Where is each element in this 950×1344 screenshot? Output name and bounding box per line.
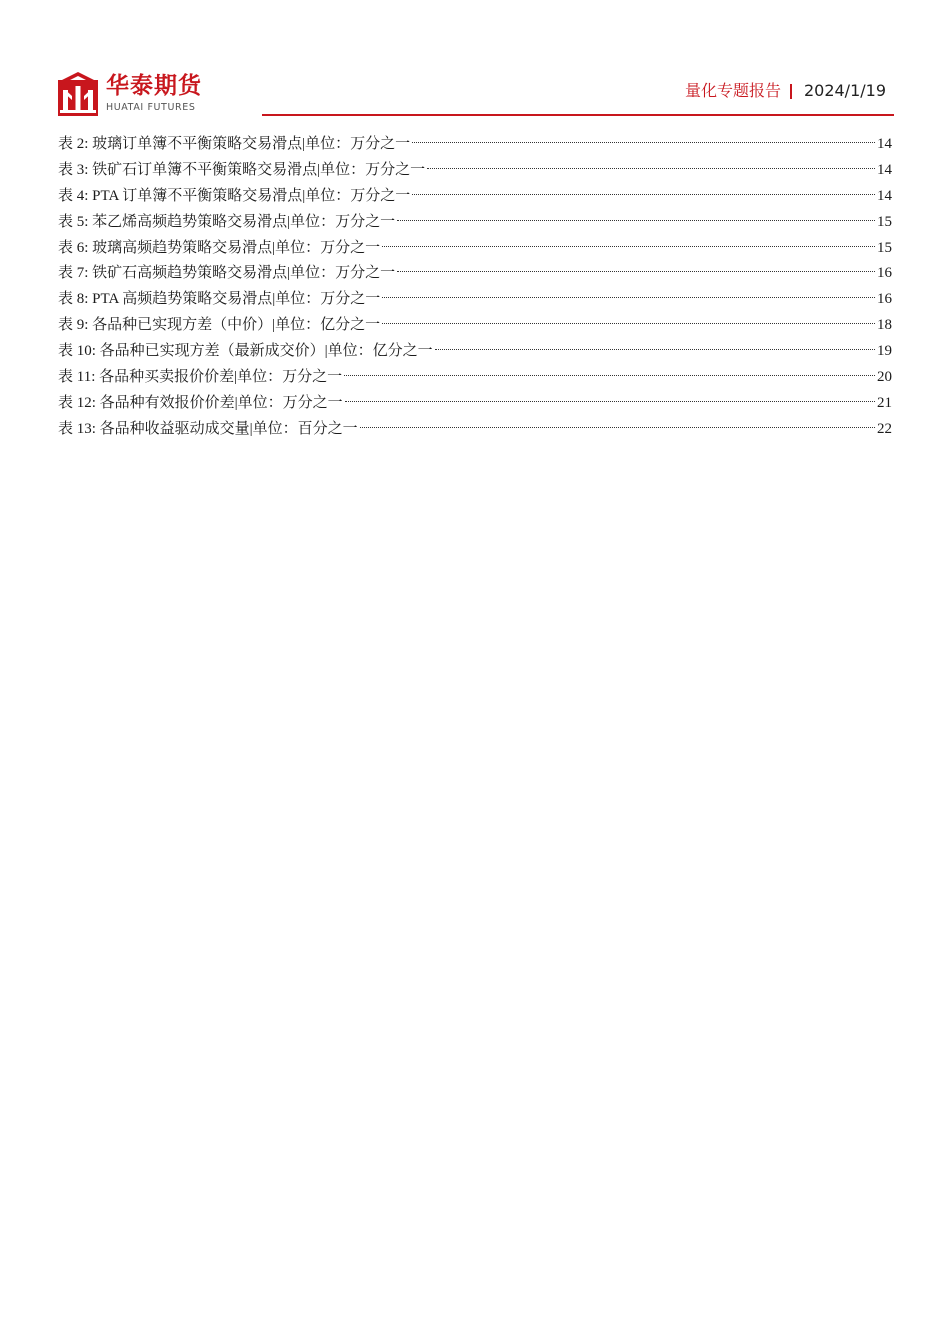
- company-name-en: HUATAI FUTURES: [106, 102, 196, 113]
- report-meta: [685, 80, 886, 102]
- toc-entry[interactable]: [58, 391, 892, 417]
- logo-text: [106, 72, 202, 114]
- toc-entry[interactable]: [58, 261, 892, 287]
- toc-entry-page-number[interactable]: 14: [877, 136, 892, 152]
- toc-dot-leader: [345, 401, 875, 402]
- toc-dot-leader: [427, 168, 875, 169]
- report-date: 2024/1/19: [803, 81, 886, 100]
- header-separator: [790, 84, 792, 99]
- toc-entry[interactable]: [58, 365, 892, 391]
- toc-entry[interactable]: [58, 313, 892, 339]
- toc-dot-leader: [397, 271, 875, 272]
- toc-dot-leader: [344, 375, 875, 376]
- toc-entry-page-number[interactable]: 18: [877, 317, 892, 334]
- toc-entry[interactable]: [58, 184, 892, 210]
- toc-entry-page-number[interactable]: 19: [877, 343, 892, 360]
- toc-entry[interactable]: [58, 339, 892, 365]
- toc-dot-leader: [360, 427, 875, 428]
- toc-entry-label[interactable]: 表 5: 苯乙烯高频趋势策略交易滑点|单位：万分之一: [58, 213, 396, 230]
- toc-entry-page-number[interactable]: 14: [877, 187, 892, 204]
- toc-dot-leader: [382, 246, 875, 247]
- toc-dot-leader: [435, 349, 875, 350]
- toc-entry-label[interactable]: 表 2: 玻璃订单簿不平衡策略交易滑点|单位：万分之一: [58, 136, 411, 152]
- toc-entry-label[interactable]: 表 12: 各品种有效报价价差|单位：万分之一: [58, 394, 343, 411]
- toc-entry-label[interactable]: 表 4: PTA 订单簿不平衡策略交易滑点|单位：万分之一: [58, 187, 411, 204]
- toc-dot-leader: [397, 220, 875, 221]
- company-logo: [58, 72, 202, 116]
- toc-entry[interactable]: [58, 287, 892, 313]
- toc-entry-page-number[interactable]: 16: [877, 291, 892, 308]
- toc-dot-leader: [382, 297, 875, 298]
- page-header: [0, 0, 950, 120]
- toc-entry-page-number[interactable]: 21: [877, 394, 892, 411]
- report-type: 量化专题报告: [684, 81, 781, 100]
- header-rule: [262, 114, 894, 116]
- toc-entry-page-number[interactable]: 14: [877, 161, 892, 178]
- toc-dot-leader: [412, 142, 875, 143]
- toc-entry-label[interactable]: 表 13: 各品种收益驱动成交量|单位：百分之一: [58, 420, 358, 437]
- toc-entry-label[interactable]: 表 11: 各品种买卖报价价差|单位：万分之一: [58, 369, 343, 386]
- toc-entry[interactable]: [58, 132, 892, 158]
- toc-entry-page-number[interactable]: 15: [877, 213, 892, 230]
- huatai-logo-icon: [58, 72, 98, 116]
- toc-entry-label[interactable]: 表 6: 玻璃高频趋势策略交易滑点|单位：万分之一: [58, 239, 381, 256]
- toc-dot-leader: [382, 323, 875, 324]
- toc-dot-leader: [412, 194, 875, 195]
- toc-entry-page-number[interactable]: 15: [877, 239, 892, 256]
- toc-entry[interactable]: [58, 236, 892, 262]
- table-of-contents: [58, 132, 892, 443]
- toc-entry-label[interactable]: 表 3: 铁矿石订单簿不平衡策略交易滑点|单位：万分之一: [58, 161, 426, 178]
- toc-entry-label[interactable]: 表 9: 各品种已实现方差（中价）|单位：亿分之一: [58, 317, 381, 334]
- toc-entry-page-number[interactable]: 16: [877, 265, 892, 282]
- toc-entry[interactable]: [58, 158, 892, 184]
- toc-entry[interactable]: [58, 417, 892, 443]
- toc-entry-page-number[interactable]: 22: [877, 420, 892, 437]
- company-name-cn: 华泰期货: [106, 73, 202, 99]
- toc-entry[interactable]: [58, 210, 892, 236]
- toc-entry-label[interactable]: 表 10: 各品种已实现方差（最新成交价）|单位：亿分之一: [58, 343, 433, 360]
- toc-entry-label[interactable]: 表 8: PTA 高频趋势策略交易滑点|单位：万分之一: [58, 291, 381, 308]
- toc-entry-label[interactable]: 表 7: 铁矿石高频趋势策略交易滑点|单位：万分之一: [58, 265, 396, 282]
- toc-entry-page-number[interactable]: 20: [877, 369, 892, 386]
